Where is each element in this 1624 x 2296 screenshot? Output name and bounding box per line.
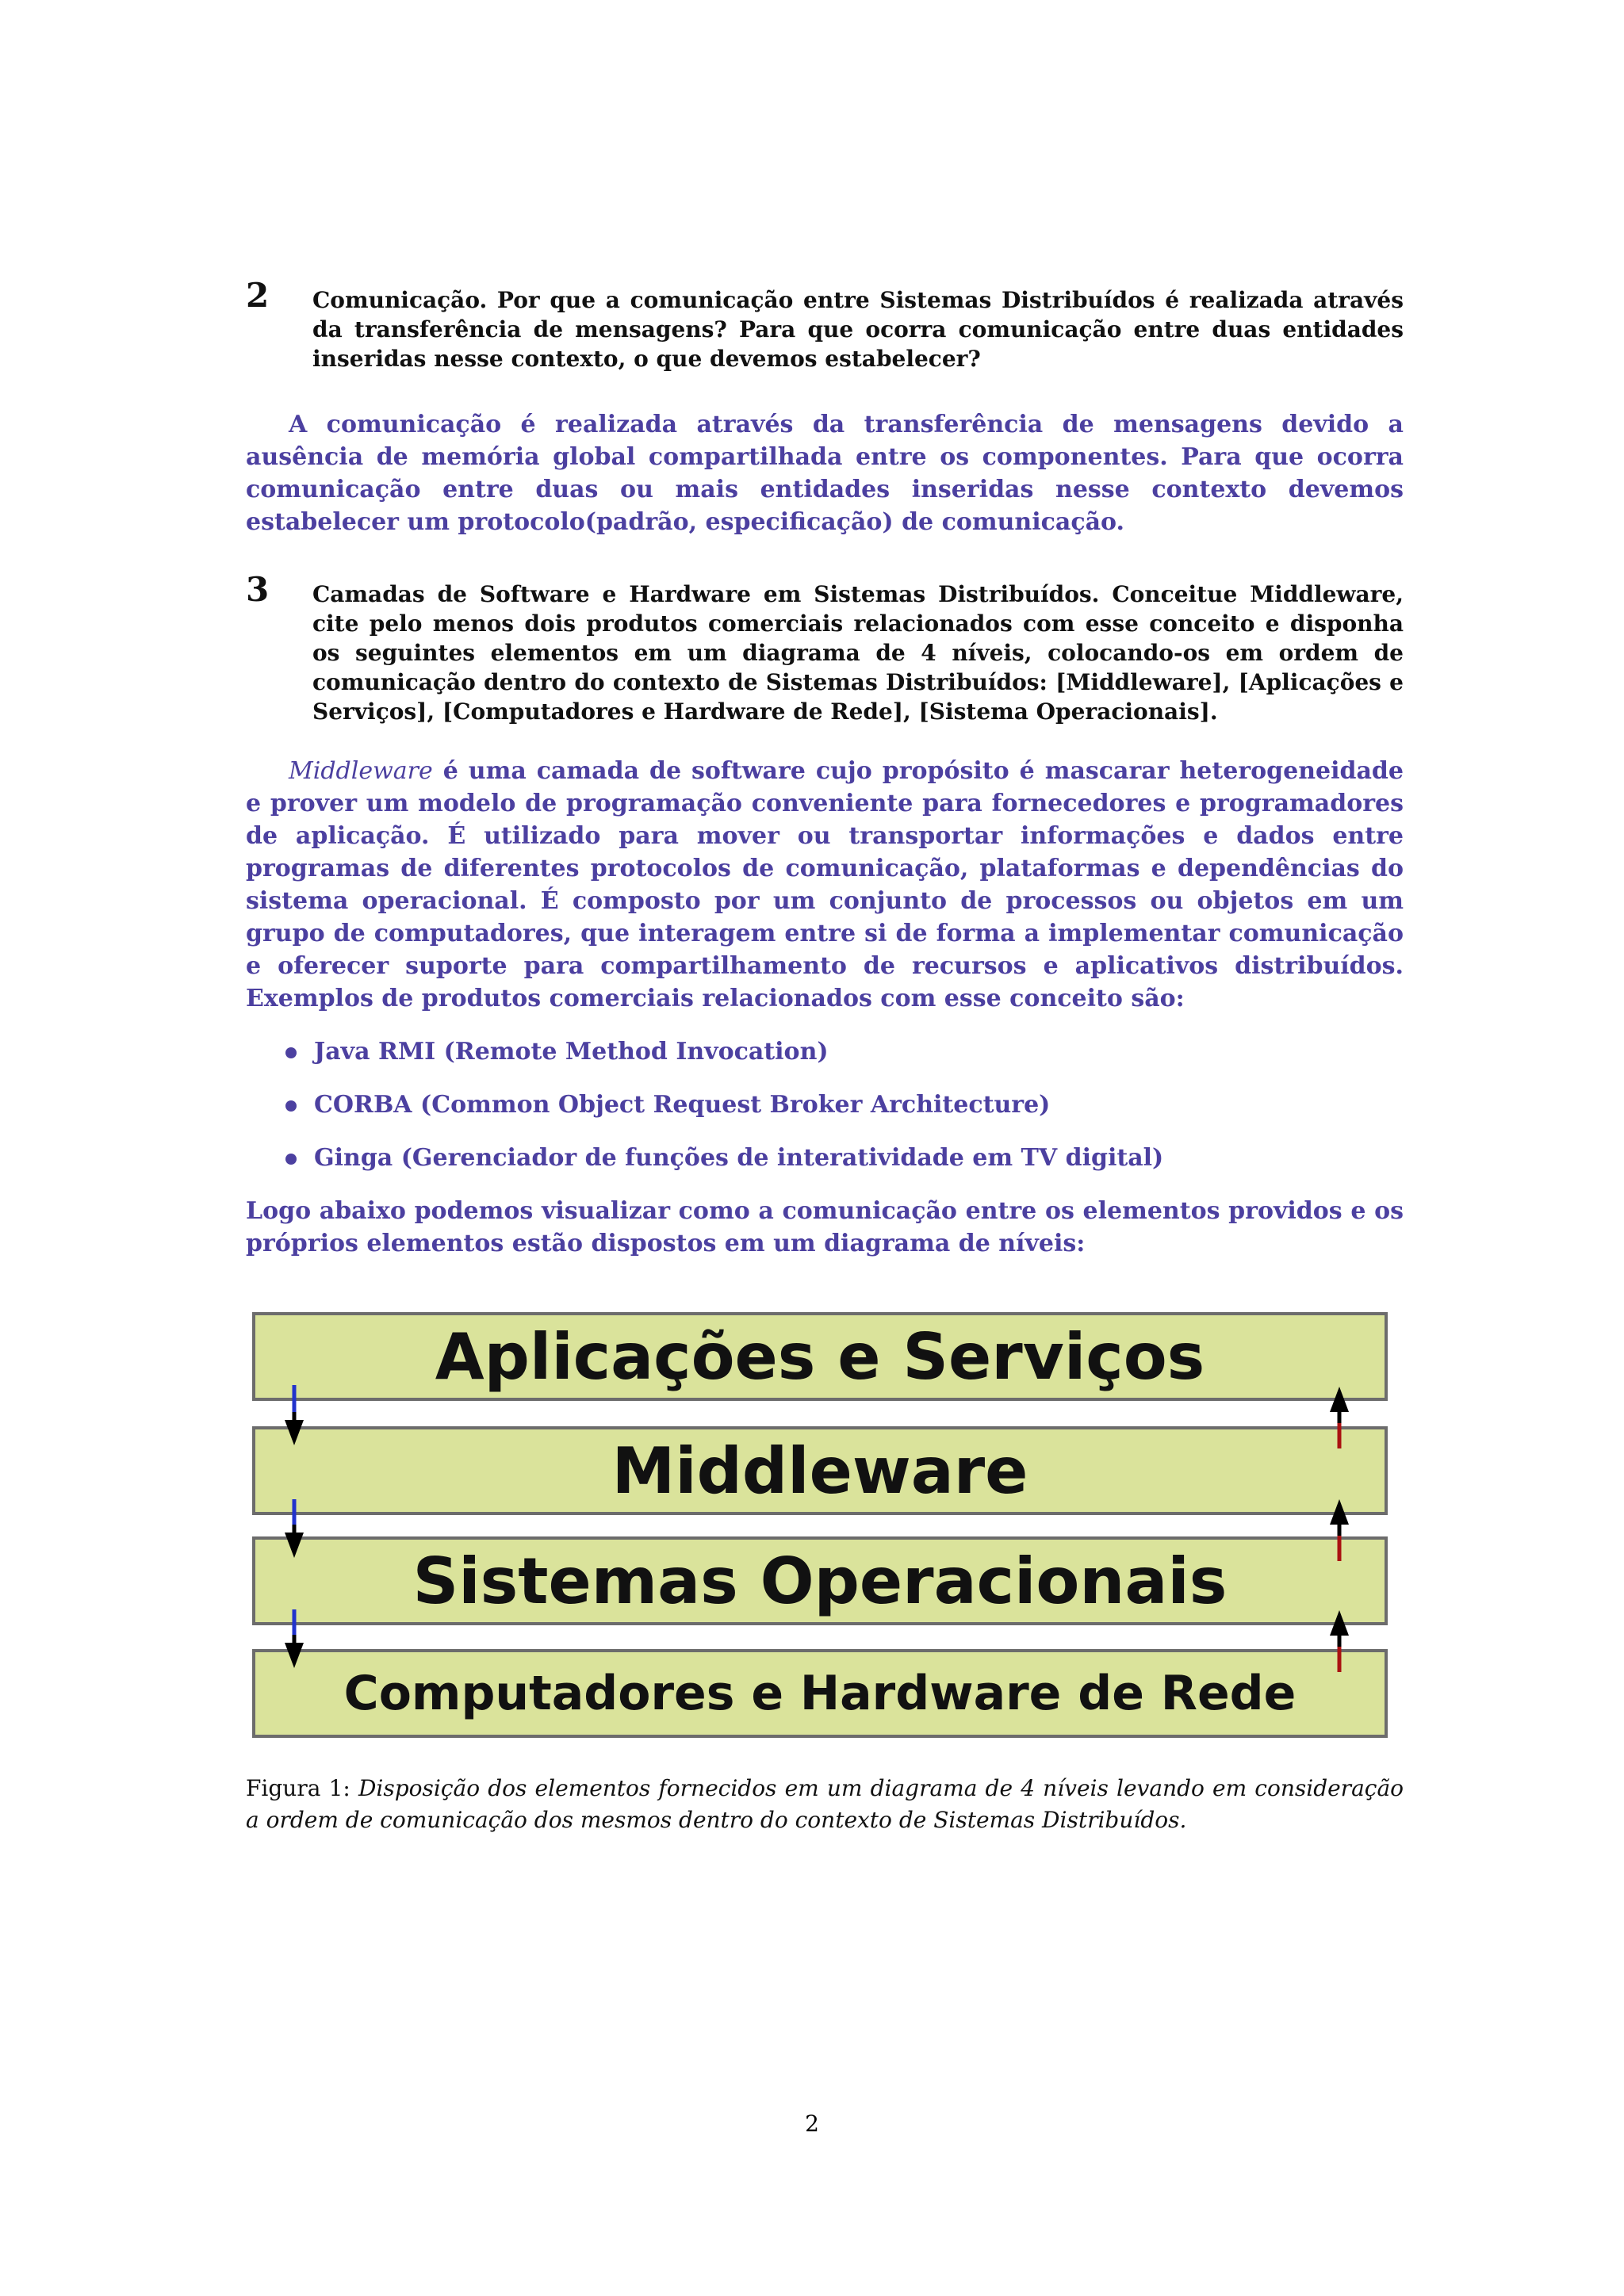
page-content [246,276,1404,1260]
layer-middleware: Middleware [252,1426,1388,1515]
product-label: Ginga (Gerenciador de funções de interatividade em TV digital) [314,1144,1164,1172]
product-label: CORBA (Common Object Request Broker Architecture) [314,1091,1051,1119]
up-arrow-icon [1327,1498,1351,1561]
section-3-answer [246,755,1404,1015]
up-arrow-icon [1327,1609,1351,1672]
down-arrow-icon [282,1385,306,1448]
page-number: 2 [805,2110,819,2137]
layer-applications: Aplicações e Serviços [252,1312,1388,1401]
product-label: Java RMI (Remote Method Invocation) [314,1038,829,1066]
section-3-question-text: Camadas de Software e Hardware em Sistemas Distribuídos. Conceitue Middleware, cite pelo menos dois produtos comerciais relacionados com esse conceito e disponha os seguintes elementos em um diagrama de 4 níveis, colocando-os em ordem de comunicação dentro do contexto de Sistemas Distribuídos: [Middleware], [Aplicações e Serviços], [Computadores e Hardware de Rede], [Sistema Operacionais]. [312,581,1404,725]
down-arrow-icon [282,1499,306,1563]
caption-label: Figura 1: [246,1775,350,1801]
middleware-term: Middleware [289,757,433,785]
section-2-answer: A comunicação é realizada através da transferência de mensagens devido a ausência de memória global compartilhada entre os componentes. Para que ocorra comunicação entre duas ou mais entidades inseridas nesse contexto devemos estabelecer um protocolo(padrão, especificação) de comunicação. [246,411,1404,536]
section-3-question [246,570,1404,726]
middleware-definition: é uma camada de software cujo propósito é mascarar heterogeneidade e prover um modelo de programação conveniente para fornecedores e programadores de aplicação. É utilizado para mover ou transportar informações e dados entre programas de diferentes protocolos de comunicação, plataformas e dependências do sistema operacional. É composto por um conjunto de processos ou objetos em um grupo de computadores, que interagem entre si de forma a implementar comunicação e oferecer suporte para compartilhamento de recursos e aplicativos distribuídos. Exemplos de produtos comerciais relacionados com esse conceito são: [246,757,1404,1012]
product-list [246,1035,1404,1174]
bullet-icon [285,1100,297,1112]
figure-caption [246,1773,1404,1836]
list-item [285,1089,1404,1121]
list-item [285,1142,1404,1174]
caption-text: Disposição dos elementos fornecidos em um diagrama de 4 níveis levando em consideração a ordem de comunicação dos mesmos dentro do contexto de Sistemas Distribuídos. [246,1775,1404,1833]
section-2-number: 2 [246,276,270,315]
layer-operating-systems: Sistemas Operacionais [252,1536,1388,1625]
section-3-number: 3 [246,570,270,609]
section-2-question [246,276,1404,373]
up-arrow-icon [1327,1385,1351,1448]
layer-hardware: Computadores e Hardware de Rede [252,1649,1388,1738]
bullet-icon [285,1154,297,1165]
bullet-icon [285,1047,297,1058]
diagram-intro: Logo abaixo podemos visualizar como a comunicação entre os elementos providos e os próprios elementos estão dispostos em um diagrama de níveis: [246,1197,1404,1257]
section-2-question-text: Comunicação. Por que a comunicação entre Sistemas Distribuídos é realizada através da transferência de mensagens? Para que ocorra comunicação entre duas entidades inseridas nesse contexto, o que devemos estabelecer? [312,287,1404,372]
down-arrow-icon [282,1609,306,1673]
layers-diagram [252,1312,1394,1744]
list-item [285,1035,1404,1068]
